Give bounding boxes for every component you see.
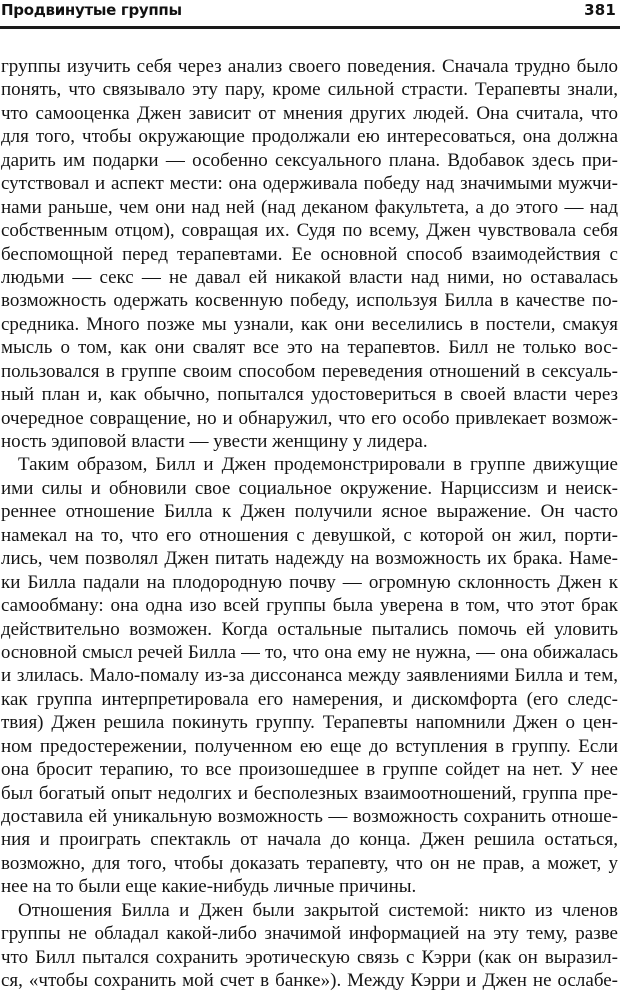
text-line: ния и проиграть спектакль от начала до конца. Джен решила остаться, — [1, 829, 618, 851]
text-line: людьми — секс — не давал ей никакой власти над ними, но оставалась — [1, 266, 618, 288]
text-line: возможность одержать косвенную победу, используя Билла в качестве по- — [1, 290, 618, 312]
text-line: средника. Много позже мы узнали, как они веселились в постели, смакуя — [1, 313, 618, 335]
text-line: группы не обладал какой-либо значимой информацией на эту тему, разве — [1, 923, 618, 945]
text-line: беспомощной перед терапевтами. Ее основной способ взаимодействия с — [1, 243, 618, 265]
text-line: как группа интерпретировала его намерения, и дискомфорта (его следс- — [1, 688, 618, 710]
text-line: собственным отцом), совращая их. Судя по всему, Джен чувствовала себя — [1, 220, 618, 242]
page-number: 381 — [584, 1, 616, 19]
section-title: Продвинутые группы — [1, 1, 182, 19]
text-line: ся, «чтобы сохранить мой счет в банке»). Между Кэрри и Джен не ослабе- — [1, 970, 618, 992]
text-line: ность эдиповой власти — увести женщину у лидера. — [1, 431, 428, 452]
text-line: нами раньше, чем они над ней (над деканом факультета, а до этого — над — [1, 196, 618, 218]
text-line: понять, что связывало эту пару, кроме сильной страсти. Терапевты знали, — [1, 79, 618, 101]
text-line: сутствовал и аспект мести: она одерживала победу над значимыми мужчи- — [1, 173, 618, 195]
paragraph — [1, 899, 618, 993]
text-line: лись, чем позволял Джен питать надежду на возможность их брака. Наме- — [1, 548, 618, 570]
text-line: что Билл пытался сохранить эротическую связь с Кэрри (как он выразил- — [1, 946, 618, 968]
text-line: реннее отношение Билла к Джен получили ясное выражение. Он часто — [1, 501, 618, 523]
text-line: группы изучить себя через анализ своего поведения. Сначала трудно было — [1, 56, 618, 77]
text-line: нее на то были еще какие-нибудь личные причины. — [1, 876, 417, 898]
text-line: пользовался в группе своим способом переведения отношений в сексуаль- — [1, 360, 618, 382]
body-text — [1, 55, 618, 993]
text-line: для того, чтобы окружающие продолжали ею интересоваться, она должна — [1, 126, 618, 148]
text-line: был богатый опыт недолгих и бесполезных взаимоотношений, группа пре- — [1, 782, 618, 804]
text-line: возможно, для того, чтобы доказать терапевту, что он не прав, а может, у — [1, 852, 618, 874]
text-line: и злилась. Мало-помалу из-за диссонанса между заявлениями Билла и тем, — [1, 665, 618, 687]
text-line: ный план и, как обычно, попытался удостовериться в своей власти через — [1, 384, 618, 406]
text-line: она бросит терапию, то все произошедшее в группе сойдет на нет. У нее — [1, 759, 618, 781]
header-rule — [0, 26, 620, 29]
running-head — [1, 0, 616, 24]
text-line: мысль о том, как они свалят все это на терапевтов. Билл не только вос- — [1, 337, 618, 359]
text-line: намекал на то, что его отношения с девушкой, с которой он жил, порти- — [1, 524, 618, 546]
paragraph — [1, 55, 618, 453]
text-line: дарить им подарки — особенно сексуального плана. Вдобавок здесь при- — [1, 149, 618, 171]
text-line: ки Билла падали на плодородную почву — огромную склонность Джен к — [1, 571, 618, 593]
text-line: Отношения Билла и Джен были закрытой системой: никто из членов — [18, 899, 618, 921]
text-line: очередное совращение, но и обнаружил, что его особо привлекает возмож- — [1, 407, 618, 429]
paragraph — [1, 453, 618, 898]
text-line: действительно возможен. Когда остальные пытались помочь ей уловить — [1, 618, 618, 640]
text-line: доставила ей уникальную возможность — возможность сохранить отноше- — [1, 806, 618, 827]
text-line: основной смысл речей Билла — то, что она ему не нужна, — она обижалась — [1, 641, 618, 663]
text-line: самообману: она одна изо всей группы была уверена в том, что этот брак — [1, 595, 618, 617]
text-line: что самооценка Джен зависит от мнения других людей. Она считала, что — [1, 102, 618, 124]
text-line: ном предостережении, полученном ею еще до вступления в группу. Если — [1, 735, 618, 757]
text-line: твия) Джен решила покинуть группу. Терапевты напомнили Джен о цен- — [1, 712, 618, 734]
text-line: Таким образом, Билл и Джен продемонстрировали в группе движущие — [18, 454, 618, 476]
text-line: ими силы и обновили свое социальное окружение. Нарциссизм и неиск- — [1, 477, 618, 499]
